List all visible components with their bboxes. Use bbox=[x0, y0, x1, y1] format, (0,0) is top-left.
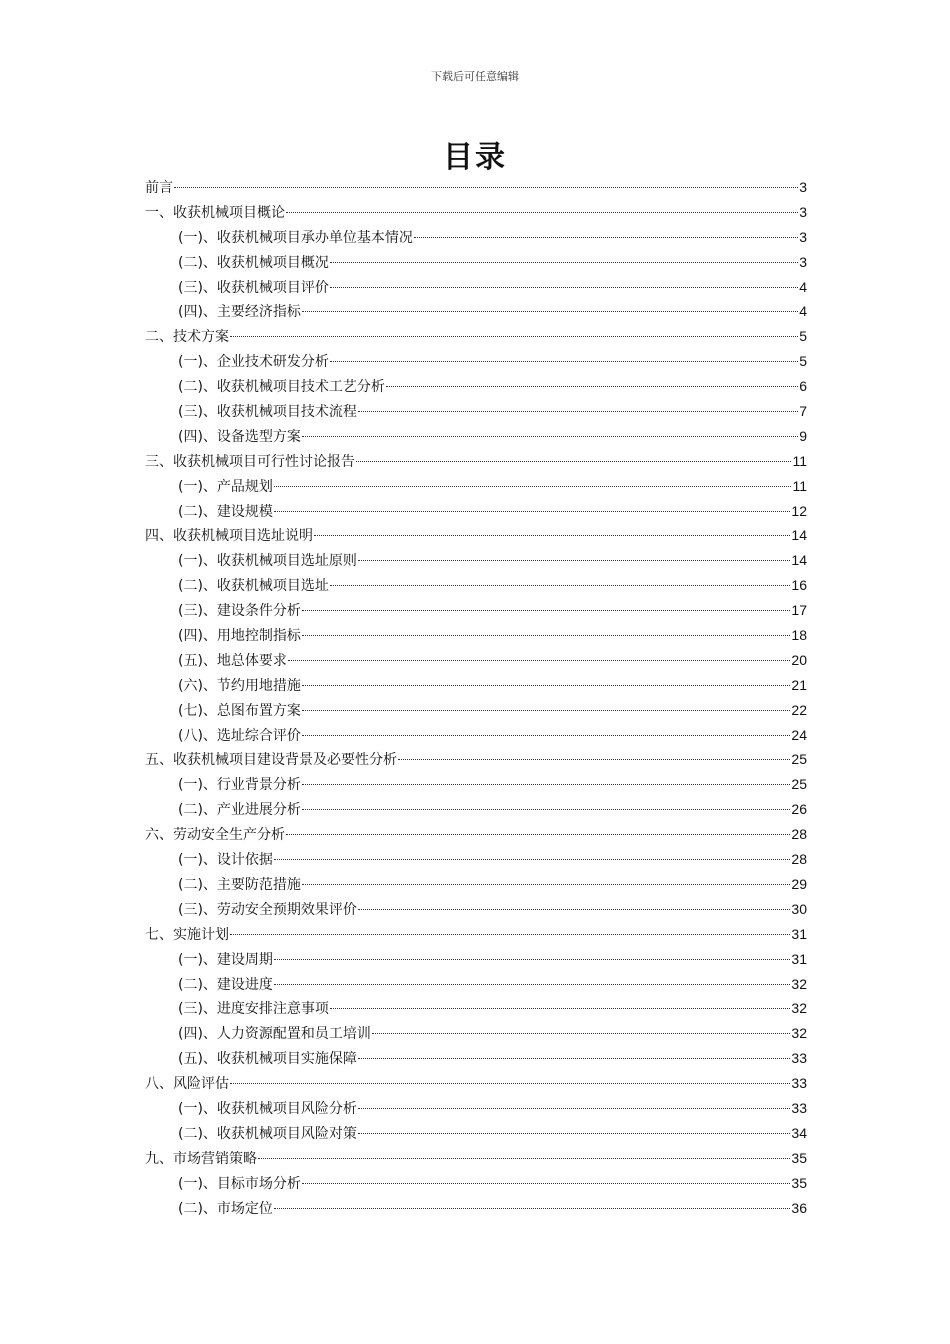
toc-entry-page-number: 3 bbox=[799, 203, 807, 220]
toc-entry-page-number: 22 bbox=[791, 701, 807, 718]
toc-entry-title: (二)、收获机械项目概况 bbox=[178, 254, 329, 271]
toc-entry[interactable] bbox=[145, 872, 807, 897]
toc-entry-title: (五)、地总体要求 bbox=[178, 652, 287, 669]
toc-entry[interactable] bbox=[145, 399, 807, 424]
toc-entry-title: (六)、节约用地措施 bbox=[178, 677, 301, 694]
toc-entry-title: 四、收获机械项目选址说明 bbox=[145, 528, 313, 545]
toc-dot-leader bbox=[386, 384, 798, 387]
toc-entry[interactable] bbox=[145, 897, 807, 922]
toc-entry-title: (四)、主要经济指标 bbox=[178, 304, 301, 321]
toc-entry-page-number: 7 bbox=[799, 403, 807, 420]
toc-dot-leader bbox=[358, 1131, 790, 1134]
toc-entry-page-number: 24 bbox=[791, 726, 807, 743]
toc-dot-leader bbox=[274, 957, 790, 960]
toc-entry[interactable] bbox=[145, 250, 807, 275]
toc-entry-page-number: 17 bbox=[791, 602, 807, 619]
toc-dot-leader bbox=[356, 459, 791, 462]
toc-entry-title: 一、收获机械项目概论 bbox=[145, 204, 285, 221]
toc-dot-leader bbox=[302, 733, 790, 736]
toc-entry-page-number: 3 bbox=[799, 253, 807, 270]
toc-dot-leader bbox=[302, 807, 790, 810]
toc-entry-title: 前言 bbox=[145, 180, 173, 196]
toc-entry[interactable] bbox=[145, 548, 807, 573]
toc-dot-leader bbox=[358, 558, 790, 561]
table-of-contents bbox=[145, 175, 807, 1220]
toc-dot-leader bbox=[230, 932, 790, 935]
toc-entry[interactable] bbox=[145, 698, 807, 723]
toc-entry-page-number: 21 bbox=[791, 676, 807, 693]
toc-dot-leader bbox=[302, 782, 790, 785]
toc-entry[interactable] bbox=[145, 499, 807, 524]
toc-dot-leader bbox=[274, 1206, 790, 1209]
toc-entry-page-number: 29 bbox=[791, 875, 807, 892]
toc-entry-title: (一)、设计依据 bbox=[178, 852, 273, 869]
toc-entry-title: 八、风险评估 bbox=[145, 1076, 229, 1093]
toc-dot-leader bbox=[302, 882, 790, 885]
toc-entry-page-number: 12 bbox=[791, 502, 807, 519]
toc-dot-leader bbox=[230, 1081, 790, 1084]
toc-dot-leader bbox=[358, 907, 790, 910]
toc-entry[interactable] bbox=[145, 1146, 807, 1171]
toc-entry-title: (三)、收获机械项目评价 bbox=[178, 279, 329, 296]
toc-entry[interactable] bbox=[145, 772, 807, 797]
toc-entry[interactable] bbox=[145, 598, 807, 623]
toc-dot-leader bbox=[330, 285, 798, 288]
toc-entry[interactable] bbox=[145, 1196, 807, 1221]
toc-entry[interactable] bbox=[145, 947, 807, 972]
toc-entry-title: 三、收获机械项目可行性讨论报告 bbox=[145, 453, 355, 470]
toc-dot-leader bbox=[358, 1106, 790, 1109]
toc-entry[interactable] bbox=[145, 623, 807, 648]
toc-entry-title: (二)、收获机械项目风险对策 bbox=[178, 1125, 357, 1142]
toc-entry-page-number: 34 bbox=[791, 1124, 807, 1141]
toc-dot-leader bbox=[274, 484, 792, 487]
toc-dot-leader bbox=[274, 857, 790, 860]
toc-entry[interactable] bbox=[145, 723, 807, 748]
toc-entry-title: (一)、企业技术研发分析 bbox=[178, 354, 329, 371]
toc-entry-title: (一)、收获机械项目承办单位基本情况 bbox=[178, 229, 413, 246]
toc-entry-title: (五)、收获机械项目实施保障 bbox=[178, 1051, 357, 1068]
toc-entry-page-number: 36 bbox=[791, 1199, 807, 1216]
toc-entry[interactable] bbox=[145, 573, 807, 598]
toc-entry-title: 五、收获机械项目建设背景及必要性分析 bbox=[145, 752, 397, 769]
toc-entry-title: (二)、主要防范措施 bbox=[178, 876, 301, 893]
toc-entry-title: (三)、进度安排注意事项 bbox=[178, 1001, 329, 1018]
toc-entry-page-number: 11 bbox=[792, 477, 807, 494]
toc-dot-leader bbox=[358, 409, 798, 412]
toc-entry[interactable] bbox=[145, 1096, 807, 1121]
toc-entry[interactable] bbox=[145, 275, 807, 300]
toc-entry[interactable] bbox=[145, 474, 807, 499]
toc-entry-page-number: 30 bbox=[791, 900, 807, 917]
toc-entry-title: (一)、建设周期 bbox=[178, 951, 273, 968]
toc-entry-page-number: 28 bbox=[791, 826, 807, 843]
toc-entry-title: (一)、收获机械项目风险分析 bbox=[178, 1100, 357, 1117]
toc-entry[interactable] bbox=[145, 1071, 807, 1096]
toc-entry-page-number: 32 bbox=[791, 1000, 807, 1017]
toc-entry-title: (二)、市场定位 bbox=[178, 1200, 273, 1217]
toc-entry[interactable] bbox=[145, 1021, 807, 1046]
toc-entry-page-number: 11 bbox=[792, 452, 807, 469]
toc-entry[interactable] bbox=[145, 996, 807, 1021]
toc-entry[interactable] bbox=[145, 922, 807, 947]
toc-dot-leader bbox=[274, 509, 790, 512]
toc-dot-leader bbox=[302, 708, 790, 711]
toc-entry-title: (一)、目标市场分析 bbox=[178, 1175, 301, 1192]
toc-entry-title: (二)、收获机械项目选址 bbox=[178, 578, 329, 595]
toc-dot-leader bbox=[274, 982, 790, 985]
toc-entry[interactable] bbox=[145, 299, 807, 324]
toc-dot-leader bbox=[414, 235, 798, 238]
toc-entry[interactable] bbox=[145, 1046, 807, 1071]
toc-entry-page-number: 3 bbox=[799, 179, 807, 195]
toc-entry-title: (七)、总图布置方案 bbox=[178, 702, 301, 719]
toc-entry-page-number: 5 bbox=[799, 353, 807, 370]
toc-entry-page-number: 6 bbox=[799, 378, 807, 395]
toc-entry-page-number: 32 bbox=[791, 1025, 807, 1042]
toc-dot-leader bbox=[302, 434, 798, 437]
toc-entry-title: (一)、行业背景分析 bbox=[178, 777, 301, 794]
toc-entry[interactable] bbox=[145, 822, 807, 847]
toc-entry-page-number: 33 bbox=[791, 1075, 807, 1092]
toc-dot-leader bbox=[330, 583, 790, 586]
toc-entry-title: (二)、建设规模 bbox=[178, 503, 273, 520]
toc-dot-leader bbox=[174, 185, 798, 188]
toc-entry[interactable] bbox=[145, 424, 807, 449]
toc-dot-leader bbox=[286, 832, 790, 835]
toc-dot-leader bbox=[398, 757, 790, 760]
toc-entry-page-number: 4 bbox=[799, 303, 807, 320]
toc-entry[interactable] bbox=[145, 324, 807, 349]
toc-dot-leader bbox=[230, 334, 798, 337]
toc-entry-page-number: 35 bbox=[791, 1149, 807, 1166]
toc-entry-title: 六、劳动安全生产分析 bbox=[145, 827, 285, 844]
toc-dot-leader bbox=[358, 1056, 790, 1059]
toc-entry-page-number: 18 bbox=[791, 627, 807, 644]
toc-entry-title: 二、技术方案 bbox=[145, 329, 229, 346]
toc-entry-title: (四)、人力资源配置和员工培训 bbox=[178, 1026, 371, 1043]
toc-dot-leader bbox=[330, 260, 798, 263]
toc-entry-title: (四)、设备选型方案 bbox=[178, 428, 301, 445]
toc-entry-title: (四)、用地控制指标 bbox=[178, 628, 301, 645]
toc-entry-page-number: 26 bbox=[791, 801, 807, 818]
toc-entry[interactable] bbox=[145, 1121, 807, 1146]
toc-entry-page-number: 25 bbox=[791, 776, 807, 793]
toc-entry-page-number: 4 bbox=[799, 278, 807, 295]
toc-entry[interactable] bbox=[145, 673, 807, 698]
toc-entry[interactable] bbox=[145, 523, 807, 548]
toc-entry-title: 九、市场营销策略 bbox=[145, 1150, 257, 1167]
toc-entry[interactable] bbox=[145, 847, 807, 872]
toc-entry-title: (三)、劳动安全预期效果评价 bbox=[178, 901, 357, 918]
toc-dot-leader bbox=[330, 359, 798, 362]
toc-entry[interactable] bbox=[145, 175, 807, 200]
toc-entry-page-number: 28 bbox=[791, 851, 807, 868]
toc-dot-leader bbox=[314, 533, 790, 536]
toc-dot-leader bbox=[258, 1156, 790, 1159]
toc-entry[interactable] bbox=[145, 1171, 807, 1196]
toc-entry-page-number: 14 bbox=[791, 527, 807, 544]
toc-entry-title: (一)、产品规划 bbox=[178, 478, 273, 495]
toc-entry[interactable] bbox=[145, 225, 807, 250]
toc-dot-leader bbox=[302, 1181, 790, 1184]
toc-entry-page-number: 3 bbox=[799, 228, 807, 245]
toc-entry-page-number: 32 bbox=[791, 975, 807, 992]
toc-dot-leader bbox=[288, 658, 790, 661]
toc-entry-page-number: 35 bbox=[791, 1174, 807, 1191]
toc-entry-title: (八)、选址综合评价 bbox=[178, 727, 301, 744]
toc-dot-leader bbox=[302, 683, 790, 686]
toc-entry[interactable] bbox=[145, 648, 807, 673]
toc-dot-leader bbox=[302, 608, 790, 611]
toc-dot-leader bbox=[372, 1031, 790, 1034]
toc-dot-leader bbox=[302, 633, 790, 636]
toc-entry-page-number: 20 bbox=[791, 651, 807, 668]
toc-dot-leader bbox=[330, 1006, 790, 1009]
toc-entry-page-number: 33 bbox=[791, 1099, 807, 1116]
toc-entry-title: (二)、收获机械项目技术工艺分析 bbox=[178, 379, 385, 396]
toc-title: 目录 bbox=[443, 140, 507, 175]
toc-entry-page-number: 31 bbox=[791, 950, 807, 967]
toc-dot-leader bbox=[302, 309, 798, 312]
toc-entry-page-number: 14 bbox=[791, 552, 807, 569]
toc-entry-title: (三)、建设条件分析 bbox=[178, 603, 301, 620]
toc-entry[interactable] bbox=[145, 747, 807, 772]
toc-entry-page-number: 25 bbox=[791, 751, 807, 768]
toc-entry-page-number: 16 bbox=[791, 577, 807, 594]
toc-entry[interactable] bbox=[145, 797, 807, 822]
toc-entry-page-number: 33 bbox=[791, 1050, 807, 1067]
toc-entry[interactable] bbox=[145, 200, 807, 225]
toc-entry-page-number: 9 bbox=[799, 427, 807, 444]
toc-entry[interactable] bbox=[145, 972, 807, 997]
toc-dot-leader bbox=[286, 210, 798, 213]
page-header-note: 下载后可任意编辑 bbox=[431, 70, 519, 83]
toc-entry-title: (二)、建设进度 bbox=[178, 976, 273, 993]
toc-entry[interactable] bbox=[145, 449, 807, 474]
toc-entry-title: (三)、收获机械项目技术流程 bbox=[178, 404, 357, 421]
toc-entry-title: 七、实施计划 bbox=[145, 926, 229, 943]
toc-entry-title: (一)、收获机械项目选址原则 bbox=[178, 553, 357, 570]
toc-entry-page-number: 5 bbox=[799, 328, 807, 345]
toc-entry[interactable] bbox=[145, 374, 807, 399]
toc-entry-page-number: 31 bbox=[791, 925, 807, 942]
toc-entry-title: (二)、产业进展分析 bbox=[178, 802, 301, 819]
toc-entry[interactable] bbox=[145, 349, 807, 374]
